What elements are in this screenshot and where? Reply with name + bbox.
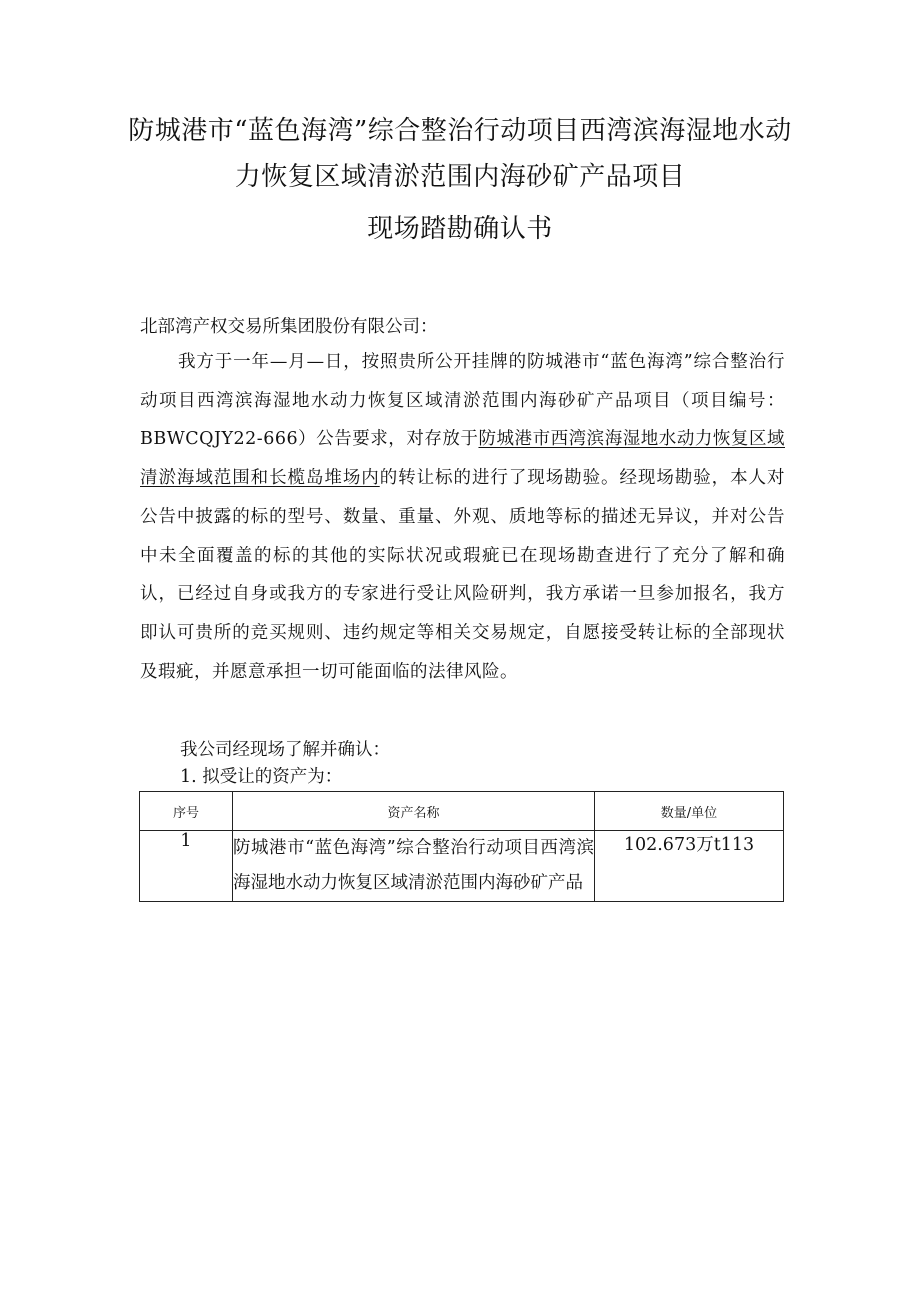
confirm-line: 我公司经现场了解并确认： [180, 740, 390, 760]
table-header-row [140, 792, 784, 831]
addressee: 北部湾产权交易所集团股份有限公司： [140, 317, 438, 337]
document-title-line-1: 防城港市“蓝色海湾”综合整治行动项目西湾滨海湿地水动 [128, 116, 792, 146]
header-asset-name: 资产名称 [233, 792, 595, 831]
declaration-paragraph [140, 343, 785, 691]
row-serial-number: 1 [140, 831, 233, 902]
assets-table [139, 791, 784, 902]
declaration-text-part-2: 的转让标的进行了现场勘验。经现场勘验，本人对公告中披露的标的型号、数量、重量、外观、质地等标的描述无异议，并对公告中未全面覆盖的标的其他的实际状况或瑕疵已在现场勘查进行了充分了解和确认，已经过自身或我方的专家进行受让风险研判，我方承诺一旦参加报名，我方即认可贵所的竞买规则、违约规定等相关交易规定，自愿接受转让标的全部现状及瑕疵，并愿意承担一切可能面临的法律风险。 [140, 468, 785, 682]
table-row [140, 831, 784, 902]
header-serial-number: 序号 [140, 792, 233, 831]
document-title-line-2: 力恢复区域清淤范围内海砂矿产品项目 [234, 162, 686, 192]
declaration-text-part-1: 我方于一年—月—日，按照贵所公开挂牌的防城港市“蓝色海湾”综合整治行动项目西湾滨海湿地水动力恢复区域清淤范围内海砂矿产品项目（项目编号：BBWCQJY22-666）公告要求，对存放于 [140, 352, 785, 450]
storage-location-underlined: 防城港市西湾滨海湿地水动力恢复区域清淤海域范围和长榄岛堆场内 [140, 429, 785, 489]
header-quantity-unit: 数量/单位 [595, 792, 784, 831]
document-title-line-3: 现场踏勘确认书 [367, 214, 553, 244]
row-asset-name: 防城港市“蓝色海湾”综合整治行动项目西湾滨海湿地水动力恢复区域清淤范围内海砂矿产品 [233, 831, 595, 902]
item-line: 1. 拟受让的资产为： [180, 767, 343, 787]
row-quantity-unit: 102.673万t113 [595, 831, 784, 902]
